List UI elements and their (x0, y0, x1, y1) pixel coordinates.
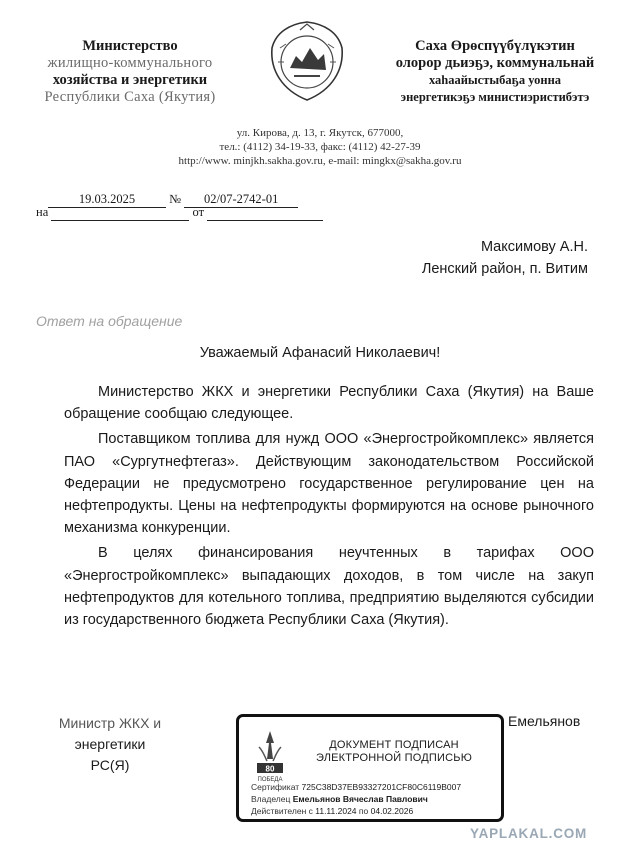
svg-text:ПОБЕДА: ПОБЕДА (257, 777, 283, 783)
number-sign: № (169, 192, 182, 206)
ministry-name-yakut (370, 38, 620, 106)
signatory-title-line-2: энергетики (74, 736, 146, 752)
ministry-line-4: Республики Саха (Якутия) (44, 89, 216, 105)
ministry-yakut-line-1: Саха Өрөспүүбүлүкэтин (415, 38, 575, 54)
signatory-title-line-1: Министр ЖКХ и (58, 715, 162, 731)
valid-from: 11.11.2024 (315, 806, 357, 816)
paragraph: Министерство ЖКХ и энергетики Республики Саха (Якутия) на Ваше обращение сообщаю следующее. (64, 384, 594, 423)
addressee-location: Ленский район, п. Витим (421, 261, 588, 277)
web-email: http://www. minjkh.sakha.gov.ru, e-mail: mingkx@sakha.gov.ru (178, 155, 462, 167)
ministry-yakut-line-2: олорор дьиэҕэ, коммунальнай (395, 55, 595, 71)
postal-address: ул. Кирова, д. 13, г. Якутск, 677000, (236, 127, 404, 139)
owner-label: Владелец (251, 794, 291, 804)
cert-label: Сертификат (251, 782, 300, 792)
site-watermark: YAPLAKAL.COM (470, 826, 588, 841)
valid-to: 04.02.2026 (370, 806, 414, 816)
paragraph: В целях финансирования неучтенных в тарифах ООО «Энергостройкомплекс» выпадающих доходов, в том числе на закуп нефтепродуктов для котельного топлива, предприятию выделяются субсидии из государственного бюджета Республики Саха (Якутия). (64, 545, 594, 629)
stamp-title-line-1: ДОКУМЕНТ ПОДПИСАН (329, 739, 459, 751)
owner-value: Емельянов Вячеслав Павлович (292, 794, 428, 804)
stamp-title (289, 739, 499, 765)
valid-label: Действителен с (251, 806, 313, 816)
ministry-line-2: жилищно-коммунального (47, 55, 213, 71)
ministry-line-1: Министерство (82, 38, 178, 54)
victory-80-logo-icon (251, 729, 289, 785)
registration-line (36, 192, 336, 221)
from-label: от (192, 205, 205, 219)
salutation: Уважаемый Афанасий Николаевич! (199, 345, 441, 361)
letter-body (64, 381, 594, 631)
ministry-yakut-line-3: хаһаайыстыбаҕа уонна (428, 73, 562, 87)
registration-date: 19.03.2025 (48, 192, 166, 208)
electronic-signature-stamp (236, 714, 504, 822)
subject-line: Ответ на обращение (36, 313, 183, 329)
signatory-name: Емельянов (508, 713, 581, 729)
signatory-title (40, 713, 180, 776)
signatory-title-line-3: РС(Я) (90, 757, 130, 773)
addressee-name: Максимову А.Н. (480, 239, 588, 255)
certificate-info (251, 781, 501, 817)
coat-of-arms-emblem (266, 18, 348, 104)
addressee-block (388, 236, 588, 280)
valid-to-label: по (358, 806, 369, 816)
phone-fax: тел.: (4112) 34-19-33, факс: (4112) 42-27-39 (219, 141, 421, 153)
paragraph: Поставщиком топлива для нужд ООО «Энергостройкомплекс» является ПАО «Сургутнефтегаз». Действующим законодательством Российской Федерации не предусмотрено государственное регулирование цен на нефтепродукты. Цены на нефтепродукты формируются на основе рыночного механизма конкуренции. (64, 431, 594, 537)
svg-text:80: 80 (265, 764, 275, 774)
ministry-line-3: хозяйства и энергетики (52, 72, 208, 88)
registration-number: 02/07-2742-01 (184, 192, 298, 208)
ministry-name-russian (30, 38, 230, 106)
ministry-yakut-line-4: энергетикэҕэ министиэристибэтэ (400, 90, 590, 104)
contact-block (150, 126, 490, 168)
on-label: на (36, 205, 49, 219)
cert-value: 725C38D37EB93327201CF80C6119B007 (301, 782, 462, 792)
stamp-title-line-2: ЭЛЕКТРОННОЙ ПОДПИСЬЮ (315, 752, 473, 764)
